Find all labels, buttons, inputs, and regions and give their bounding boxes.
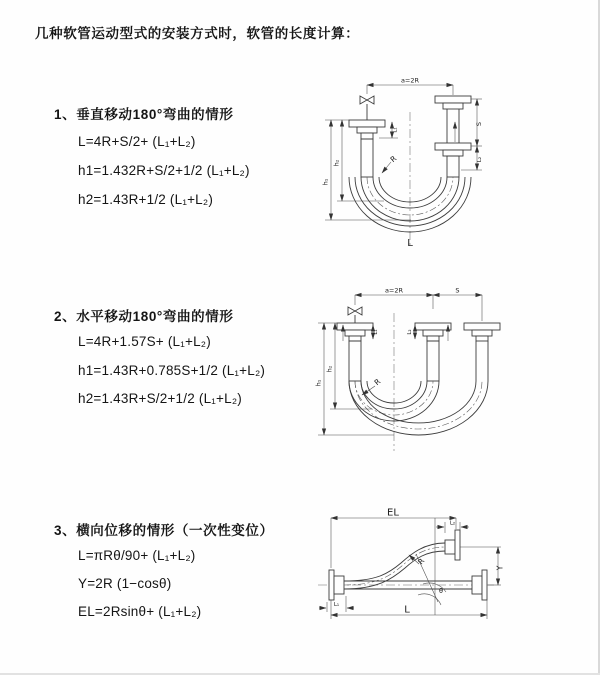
formula-line: L=πRθ/90+ (L₁+L₂) bbox=[78, 548, 196, 563]
dim-label-l2: L₂ bbox=[477, 156, 483, 163]
radius-label: R bbox=[415, 556, 427, 567]
diagram-lateral-displacement bbox=[298, 502, 598, 647]
dim-label-l: L bbox=[404, 604, 410, 616]
radius-arrow bbox=[382, 162, 391, 173]
formula-line: h1=1.432R+S/2+1/2 (L₁+L₂) bbox=[78, 163, 250, 178]
dim-label-l2: L₂ bbox=[449, 520, 456, 527]
diagram-horizontal-180-bend bbox=[306, 283, 598, 468]
dim-label-l1: L₁ bbox=[392, 127, 399, 133]
formula-line: L=4R+S/2+ (L₁+L₂) bbox=[78, 134, 196, 149]
dim-label-h2: h₂ bbox=[325, 365, 334, 373]
dim-label-h2: h₂ bbox=[332, 159, 341, 167]
diagram-vertical-180-bend bbox=[308, 70, 593, 265]
dim-label-h1: h₁ bbox=[321, 178, 330, 186]
hose-body bbox=[337, 307, 500, 435]
section-3-heading: 3、横向位移的情形（一次性变位） bbox=[54, 523, 274, 538]
dimension-lines bbox=[319, 518, 501, 619]
valve-icon bbox=[360, 96, 374, 104]
dim-label-h1: h₁ bbox=[314, 379, 323, 387]
dim-label-l1: L₁ bbox=[373, 329, 379, 335]
formula-line: EL=2Rsinθ+ (L₁+L₂) bbox=[78, 604, 202, 619]
formula-line: h2=1.43R+S/2+1/2 (L₁+L₂) bbox=[78, 391, 242, 406]
hose-body bbox=[329, 530, 487, 600]
dimension-lines bbox=[318, 295, 482, 435]
dim-label-s: S bbox=[455, 286, 460, 295]
dim-label-s: S bbox=[475, 121, 483, 127]
braided-hose-section bbox=[361, 139, 373, 177]
formula-line: Y=2R (1−cosθ) bbox=[78, 576, 172, 591]
section-2-heading: 2、水平移动180°弯曲的情形 bbox=[54, 309, 234, 324]
radius-label: R bbox=[372, 376, 383, 388]
dim-label-el: EL bbox=[387, 507, 399, 519]
formula-line: h1=1.43R+0.785S+1/2 (L₁+L₂) bbox=[78, 363, 266, 378]
page-title: 几种软管运动型式的安装方式时，软管的长度计算： bbox=[35, 26, 360, 41]
angle-label: θ bbox=[439, 587, 443, 595]
valve-icon bbox=[348, 307, 362, 315]
construction-lines bbox=[409, 518, 446, 615]
formula-line: h2=1.43R+1/2 (L₁+L₂) bbox=[78, 192, 214, 207]
formula-line: L=4R+1.57S+ (L₁+L₂) bbox=[78, 334, 211, 349]
dim-label-a2r: a=2R bbox=[400, 76, 420, 85]
radius-label: R bbox=[388, 153, 399, 165]
dim-label-l1: L₁ bbox=[333, 602, 340, 608]
braided-hose-section bbox=[447, 156, 459, 177]
section-1-heading: 1、垂直移动180°弯曲的情形 bbox=[54, 107, 234, 122]
dim-label-y: Y bbox=[495, 565, 505, 571]
dimension-labels bbox=[334, 508, 505, 616]
braided-hose-section bbox=[349, 341, 361, 381]
dim-label-l2: L₂ bbox=[407, 329, 413, 335]
braided-hose-section bbox=[427, 341, 439, 381]
angle-arc bbox=[418, 594, 441, 605]
length-label: L bbox=[407, 238, 413, 249]
dim-label-a2r: a=2R bbox=[384, 286, 404, 295]
